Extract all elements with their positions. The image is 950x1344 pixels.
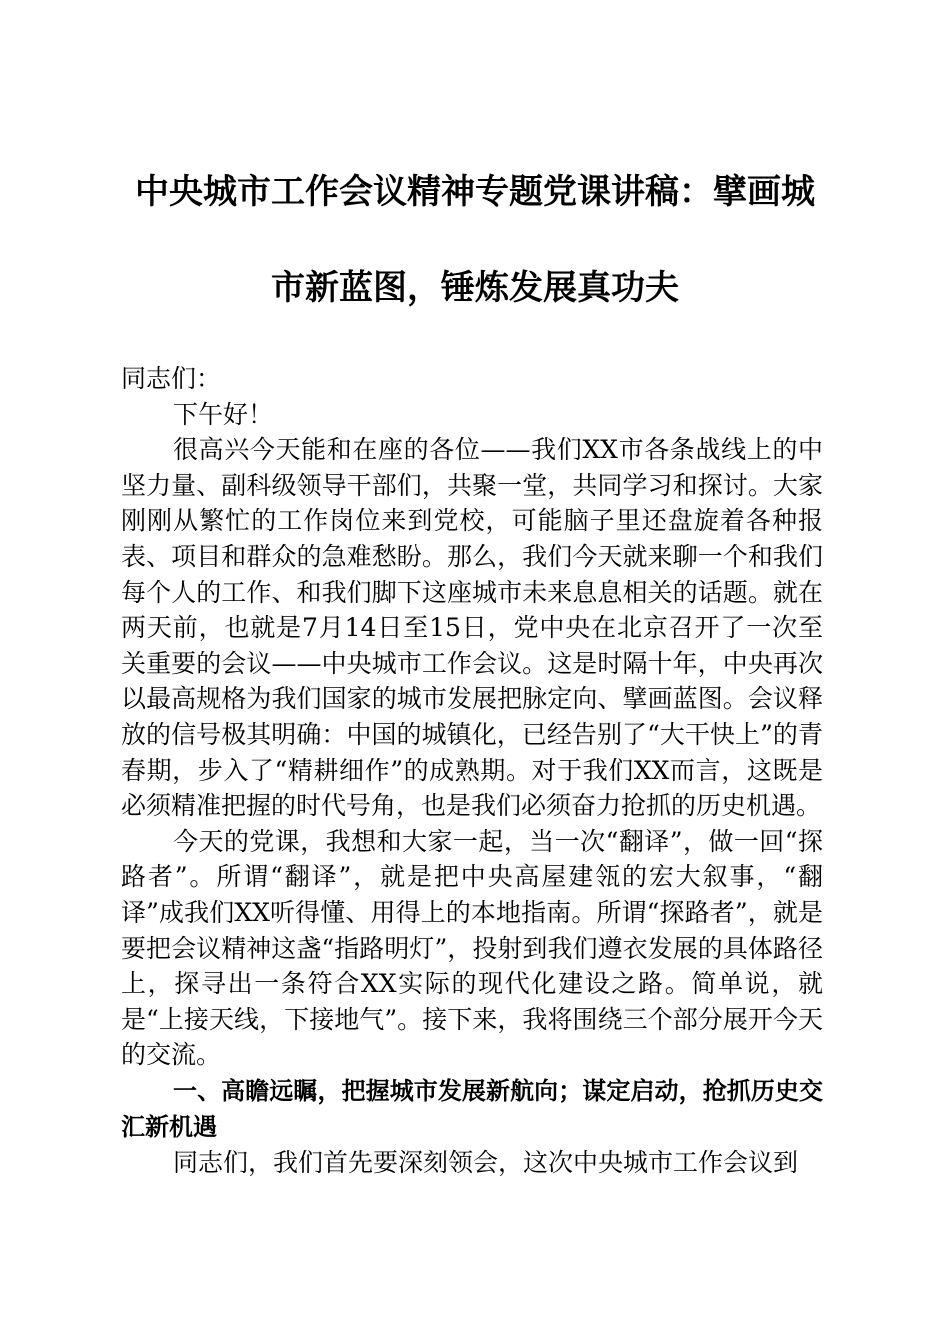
- greeting: 下午好！: [173, 399, 274, 429]
- document-body: [121, 361, 823, 1180]
- document-title-line-2: 市新蓝图，锤炼发展真功夫: [271, 268, 679, 308]
- document-title-line-1: 中央城市工作会议精神专题党课讲稿：擘画城: [135, 172, 815, 212]
- section-heading-1: 一、高瞻远瞩，把握城市发展新航向；谋定启动，抢抓历史交汇新机遇: [121, 1076, 823, 1141]
- salutation: 同志们：: [121, 364, 222, 393]
- body-paragraph-3: 同志们，我们首先要深刻领会，这次中央城市工作会议到: [173, 1147, 799, 1177]
- body-paragraph-2: 今天的党课，我想和大家一起，当一次“翻译”，做一回“探路者”。所谓“翻译”，就是把中央高屋建瓴的宏大叙事，“翻译”成我们XX听得懂、用得上的本地指南。所谓“探路者”，就是要把会议精神这盏“指路明灯”，投射到我们遵衣发展的具体路径上，探寻出一条符合XX实际的现代化建设之路。简单说，就是“上接天线，下接地气”。接下来，我将围绕三个部分展开今天的交流。: [121, 826, 823, 1070]
- body-paragraph-1: 很高兴今天能和在座的各位——我们XX市各条战线上的中坚力量、副科级领导干部们，共聚一堂，共同学习和探讨。大家刚刚从繁忙的工作岗位来到党校，可能脑子里还盘旋着各种报表、项目和群众的急难愁盼。那么，我们今天就来聊一个和我们每个人的工作、和我们脚下这座城市未来息息相关的话题。就在两天前，也就是7月14日至15日，党中央在北京召开了一次至关重要的会议——中央城市工作会议。这是时隔十年，中央再次以最高规格为我们国家的城市发展把脉定向、擘画蓝图。会议释放的信号极其明确：中国的城镇化，已经告别了“大干快上”的青春期，步入了“精耕细作”的成熟期。对于我们XX而言，这既是必须精准把握的时代号角，也是我们必须奋力抢抓的历史机遇。: [121, 435, 823, 821]
